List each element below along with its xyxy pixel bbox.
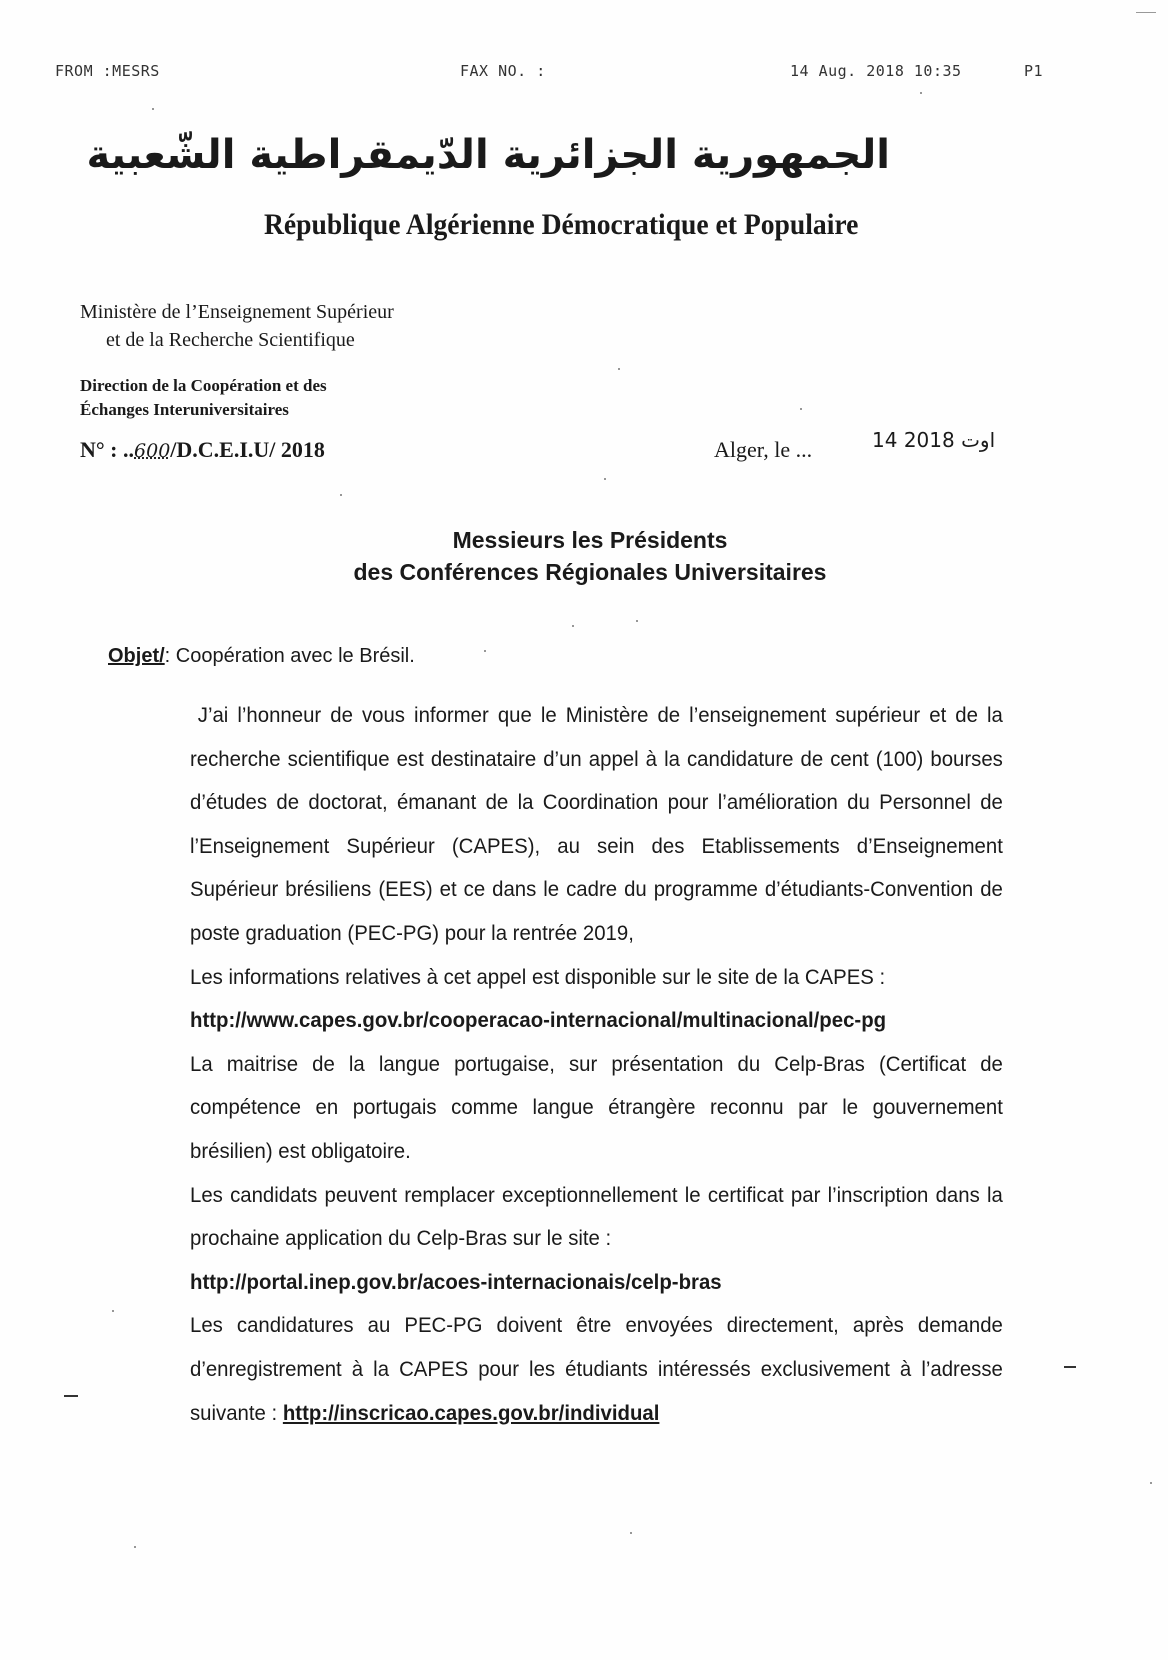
scan-speck: [920, 92, 922, 94]
scan-speck: [484, 650, 486, 652]
arabic-letterhead: الجمهورية الجزائرية الدّيمقراطية الشّعبية: [86, 132, 890, 178]
scan-speck: [1150, 1482, 1152, 1484]
subject-text: : Coopération avec le Brésil.: [164, 645, 415, 667]
scan-speck: [134, 1546, 136, 1548]
scan-speck: [618, 368, 620, 370]
body-paragraph-5-text: Les candidatures au PEC-PG doivent être envoyées directement, après demande d’enregistrement à la CAPES pour les étudiants intéressés exclusivement à l’adresse suivante :: [190, 1314, 1003, 1425]
reference-suffix: /D.C.E.I.U/ 2018: [170, 437, 325, 462]
body-paragraph-3: La maitrise de la langue portugaise, sur présentation du Celp-Bras (Certificat de compétence en portugais comme langue étrangère reconnu par le gouvernement brésilien) est obligatoire.: [190, 1052, 1003, 1163]
scan-speck: [340, 494, 342, 496]
scan-speck: [152, 108, 154, 110]
celp-bras-url[interactable]: http://portal.inep.gov.br/acoes-internacionais/celp-bras: [190, 1270, 722, 1294]
body-paragraph-1: J’ai l’honneur de vous informer que le Ministère de l’enseignement supérieur et de la recherche scientifique est destinataire d’un appel à la candidature de cent (100) bourses d’études de doctorat, émanant de la Coordination pour l’amélioration du Personnel de l’Enseignement Supérieur (CAPES), au sein des Etablissements d’Enseignement Supérieur brésiliens (EES) et ce dans le cadre du programme d’étudiants-Convention de poste graduation (PEC-PG) pour la rentrée 2019,: [190, 704, 1003, 945]
reference-number: [80, 437, 325, 463]
capes-url[interactable]: http://www.capes.gov.br/cooperacao-internacional/multinacional/pec-pg: [190, 1009, 887, 1033]
direction-line-1: Direction de la Coopération et des: [80, 376, 327, 395]
fax-number: FAX NO. :: [460, 62, 546, 80]
reference-handwritten: 600: [134, 440, 171, 462]
addressee-block: [300, 524, 880, 588]
scan-speck: [604, 478, 606, 480]
body-paragraph-2: Les informations relatives à cet appel est disponible sur le site de la CAPES :: [190, 965, 886, 989]
ministry-block: [80, 298, 394, 354]
direction-block: [80, 374, 327, 422]
margin-mark: [64, 1395, 78, 1397]
place-date: Alger, le ...: [714, 437, 813, 462]
reference-prefix: N° : ..: [80, 437, 135, 462]
margin-mark: [1136, 12, 1156, 13]
direction-line-2: Échanges Interuniversitaires: [80, 400, 289, 419]
subject-line: [108, 645, 415, 668]
body-paragraph-4: Les candidats peuvent remplacer exceptionnellement le certificat par l’inscription dans la prochaine application du Celp-Bras sur le site :: [190, 1183, 1003, 1251]
scan-speck: [572, 625, 574, 627]
handwritten-date: 14 اوت 2018: [872, 428, 996, 452]
inscricao-url[interactable]: http://inscricao.capes.gov.br/individual: [282, 1401, 660, 1425]
fax-datetime: 14 Aug. 2018 10:35: [790, 62, 962, 80]
scan-speck: [112, 1310, 114, 1312]
body-paragraph-5: [190, 1304, 1003, 1435]
addressee-line-1: Messieurs les Présidents: [452, 527, 728, 553]
addressee-line-2: des Conférences Régionales Universitaires: [353, 559, 827, 585]
margin-mark: [1064, 1366, 1076, 1368]
ministry-line-2: et de la Recherche Scientifique: [106, 329, 355, 351]
french-letterhead: République Algérienne Démocratique et Populaire: [264, 208, 859, 241]
letter-body: [190, 694, 1003, 1435]
ministry-line-1: Ministère de l’Enseignement Supérieur: [80, 301, 394, 323]
scan-speck: [800, 408, 802, 410]
fax-from: FROM :MESRS: [55, 62, 160, 80]
fax-page: P1: [1024, 62, 1044, 80]
subject-label: Objet/: [108, 645, 165, 667]
scan-speck: [636, 620, 638, 622]
scan-speck: [630, 1532, 632, 1534]
